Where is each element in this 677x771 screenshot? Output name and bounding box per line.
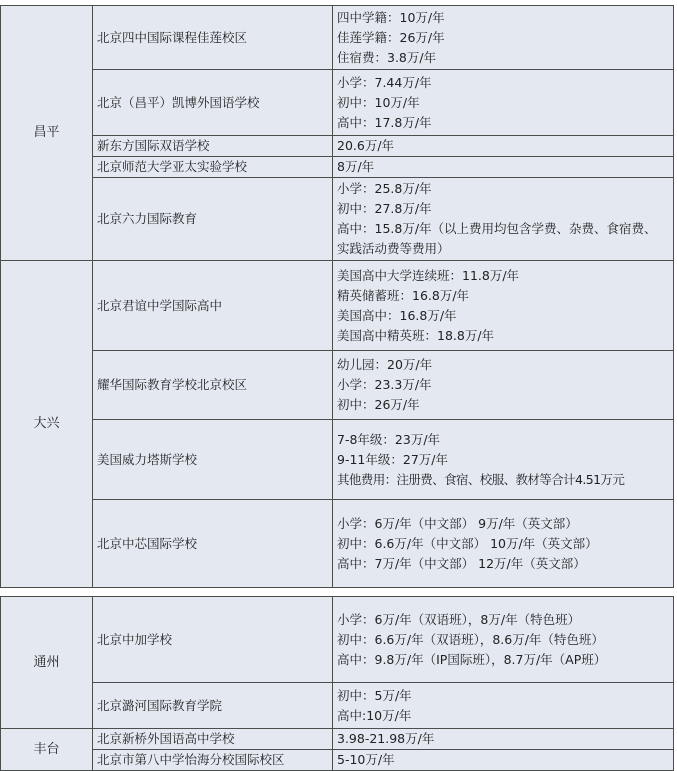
fee-line: 美国高中大学连续班：11.8万/年 (337, 267, 520, 283)
fee-line: 9-11年级：27万/年 (337, 451, 448, 467)
school-name: 北京新桥外国语高中学校 (93, 729, 333, 750)
district-cell: 昌平 (1, 6, 93, 261)
school-name: 北京潞河国际教育学院 (93, 683, 333, 729)
fee-cell (333, 729, 674, 750)
fee-line: 美国高中：16.8万/年 (337, 307, 457, 323)
tuition-table-part-1 (0, 5, 674, 588)
table-row (1, 261, 674, 351)
fee-line: 7-8年级：23万/年 (337, 431, 441, 447)
district-cell: 大兴 (1, 261, 93, 588)
fee-line: 小学：6万/年（双语班），8万/年（特色班） (337, 611, 581, 627)
tuition-table-part-2 (0, 596, 674, 771)
fee-cell (333, 420, 674, 500)
fee-cell (333, 6, 674, 70)
fee-line: 高中：7万/年（中文部） 12万/年（英文部） (337, 555, 586, 571)
fee-line: 高中：9.8万/年（IP国际班），8.7万/年（AP班） (337, 651, 607, 667)
fee-line: 5-10万/年 (337, 752, 395, 767)
fee-line: 小学：25.8万/年 (337, 181, 432, 196)
fee-line: 初中：6.6万/年（双语班），8.6万/年（特色班） (337, 631, 604, 647)
fee-line: 小学：6万/年（中文部） 9万/年（英文部） (337, 515, 578, 531)
fee-line: 高中:10万/年 (337, 707, 412, 723)
table-row (1, 351, 674, 420)
fee-cell (333, 597, 674, 683)
table-row (1, 420, 674, 500)
table-row (1, 750, 674, 771)
fee-line: 8万/年 (337, 159, 375, 174)
fee-cell (333, 683, 674, 729)
fee-line: 佳莲学籍：26万/年 (337, 29, 445, 45)
district-cell: 通州 (1, 597, 93, 729)
fee-cell (333, 157, 674, 178)
table-row (1, 500, 674, 588)
table-row (1, 683, 674, 729)
school-name: 北京君谊中学国际高中 (93, 261, 333, 351)
school-name: 美国威力塔斯学校 (93, 420, 333, 500)
fee-line: 初中：26万/年 (337, 397, 420, 412)
table-row (1, 729, 674, 750)
school-name: 耀华国际教育学校北京校区 (93, 351, 333, 420)
fee-line: 小学：23.3万/年 (337, 377, 432, 392)
fee-cell (333, 136, 674, 157)
fee-line: 高中：15.8万/年（以上费用均包含学费、杂费、食宿费、实践活动费等费用） (337, 221, 657, 256)
fee-line: 幼儿园：20万/年 (337, 357, 433, 372)
fee-line: 初中：27.8万/年 (337, 201, 432, 216)
fee-cell (333, 500, 674, 588)
table-row (1, 597, 674, 683)
table-row (1, 157, 674, 178)
school-name: 北京六力国际教育 (93, 178, 333, 261)
fee-line: 高中：17.8万/年 (337, 114, 432, 130)
fee-cell (333, 261, 674, 351)
fee-line: 20.6万/年 (337, 138, 395, 153)
fee-cell (333, 70, 674, 136)
table-row (1, 6, 674, 70)
fee-line: 其他费用：注册费、食宿、校服、教材等合计4.51万元 (337, 471, 625, 487)
fee-cell (333, 750, 674, 771)
fee-line: 初中：6.6万/年（中文部） 10万/年（英文部） (337, 535, 598, 551)
school-name: 北京中加学校 (93, 597, 333, 683)
fee-line: 四中学籍：10万/年 (337, 9, 445, 25)
fee-line: 精英储蓄班：16.8万/年 (337, 287, 470, 303)
school-name: 新东方国际双语学校 (93, 136, 333, 157)
school-name: 北京四中国际课程佳莲校区 (93, 6, 333, 70)
fee-cell (333, 351, 674, 420)
fee-line: 小学：7.44万/年 (337, 74, 432, 90)
table-row (1, 136, 674, 157)
table-row (1, 70, 674, 136)
fee-line: 住宿费：3.8万/年 (337, 49, 437, 65)
fee-line: 美国高中精英班：18.8万/年 (337, 327, 495, 343)
fee-line: 初中：10万/年 (337, 94, 420, 110)
fee-line: 3.98-21.98万/年 (337, 731, 435, 746)
fee-cell (333, 178, 674, 261)
table-row (1, 178, 674, 261)
school-name: 北京师范大学亚太实验学校 (93, 157, 333, 178)
district-cell: 丰台 (1, 729, 93, 771)
fee-line: 初中：5万/年 (337, 687, 412, 703)
school-name: 北京（昌平）凯博外国语学校 (93, 70, 333, 136)
school-name: 北京中芯国际学校 (93, 500, 333, 588)
school-name: 北京市第八中学怡海分校国际校区 (93, 750, 333, 771)
